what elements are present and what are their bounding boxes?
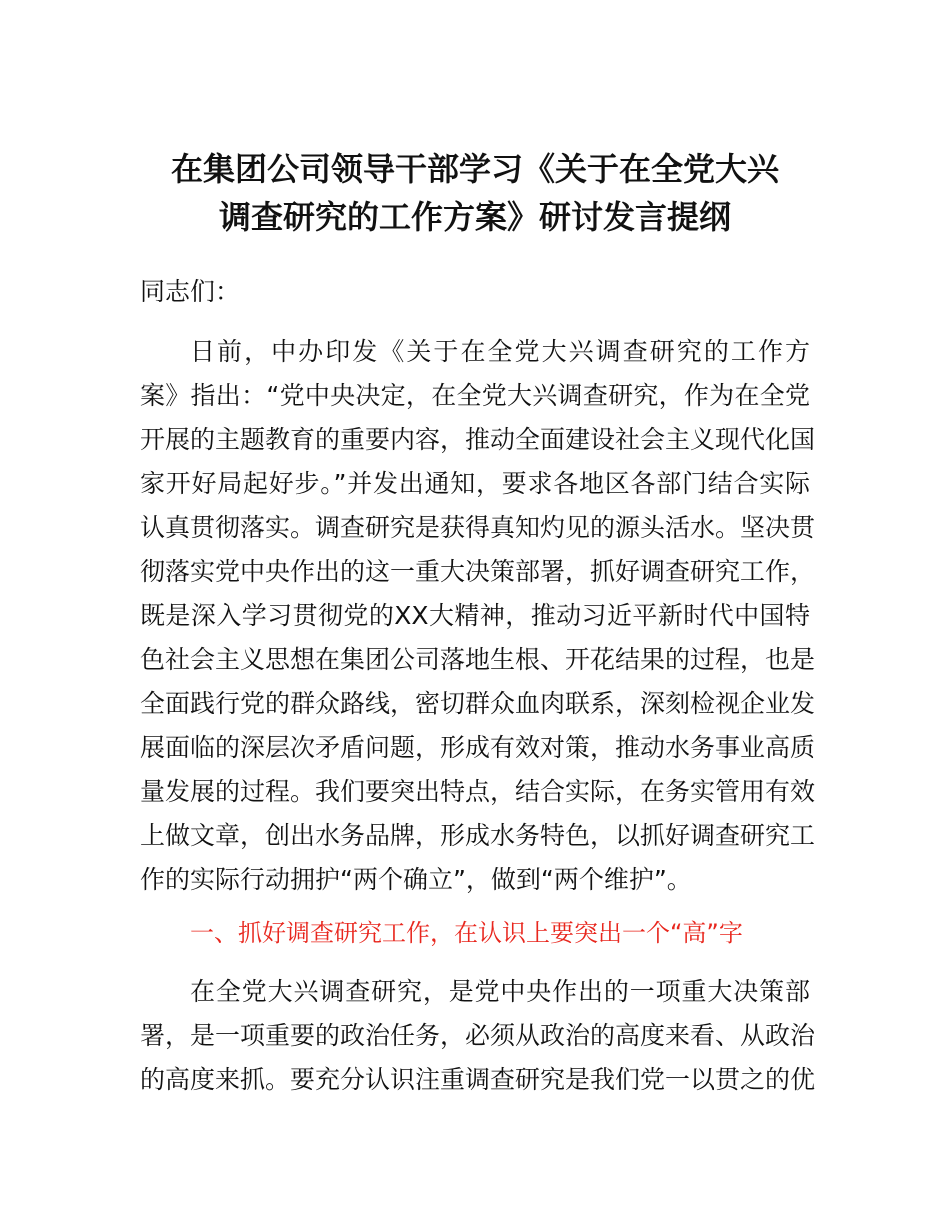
salutation: 同志们：: [140, 277, 241, 306]
paragraph-line: 署，是一项重要的政治任务，必须从政治的高度来看、从政治: [140, 1021, 816, 1050]
paragraph-line: 的高度来抓。要充分认识注重调查研究是我们党一以贯之的优: [140, 1065, 816, 1094]
paragraph-line: 全面践行党的群众路线，密切群众血肉联系，深刻检视企业发: [140, 689, 816, 718]
paragraph-line: 展面临的深层次矛盾问题，形成有效对策，推动水务事业高质: [140, 733, 816, 762]
paragraph-line: 在全党大兴调查研究，是党中央作出的一项重大决策部: [190, 977, 810, 1006]
paragraph-line: 彻落实党中央作出的这一重大决策部署，抓好调查研究工作，: [140, 557, 816, 586]
paragraph-line: 量发展的过程。我们要突出特点，结合实际，在务实管用有效: [140, 777, 816, 806]
paragraph-line: 色社会主义思想在集团公司落地生根、开花结果的过程，也是: [140, 645, 816, 674]
paragraph-line: 开展的主题教育的重要内容，推动全面建设社会主义现代化国: [140, 425, 816, 454]
paragraph-line: 既是深入学习贯彻党的XX大精神，推动习近平新时代中国特: [140, 601, 810, 630]
section-heading: 一、抓好调查研究工作，在认识上要突出一个“高”字: [190, 919, 743, 947]
paragraph-line: 上做文章，创出水务品牌，形成水务特色，以抓好调查研究工: [140, 821, 816, 850]
paragraph-line: 作的实际行动拥护“两个确立”，做到“两个维护”。: [140, 865, 692, 894]
paragraph-line: 日前，中办印发《关于在全党大兴调查研究的工作方: [190, 337, 810, 366]
document-title-line-1: 在集团公司领导干部学习《关于在全党大兴: [170, 150, 779, 188]
paragraph-line: 家开好局起好步。”并发出通知，要求各地区各部门结合实际: [140, 469, 810, 498]
paragraph-line: 认真贯彻落实。调查研究是获得真知灼见的源头活水。坚决贯: [140, 513, 816, 542]
document-title-line-2: 调查研究的工作方案》研讨发言提纲: [218, 198, 731, 236]
paragraph-line: 案》指出：“党中央决定，在全党大兴调查研究，作为在全党: [140, 381, 810, 410]
